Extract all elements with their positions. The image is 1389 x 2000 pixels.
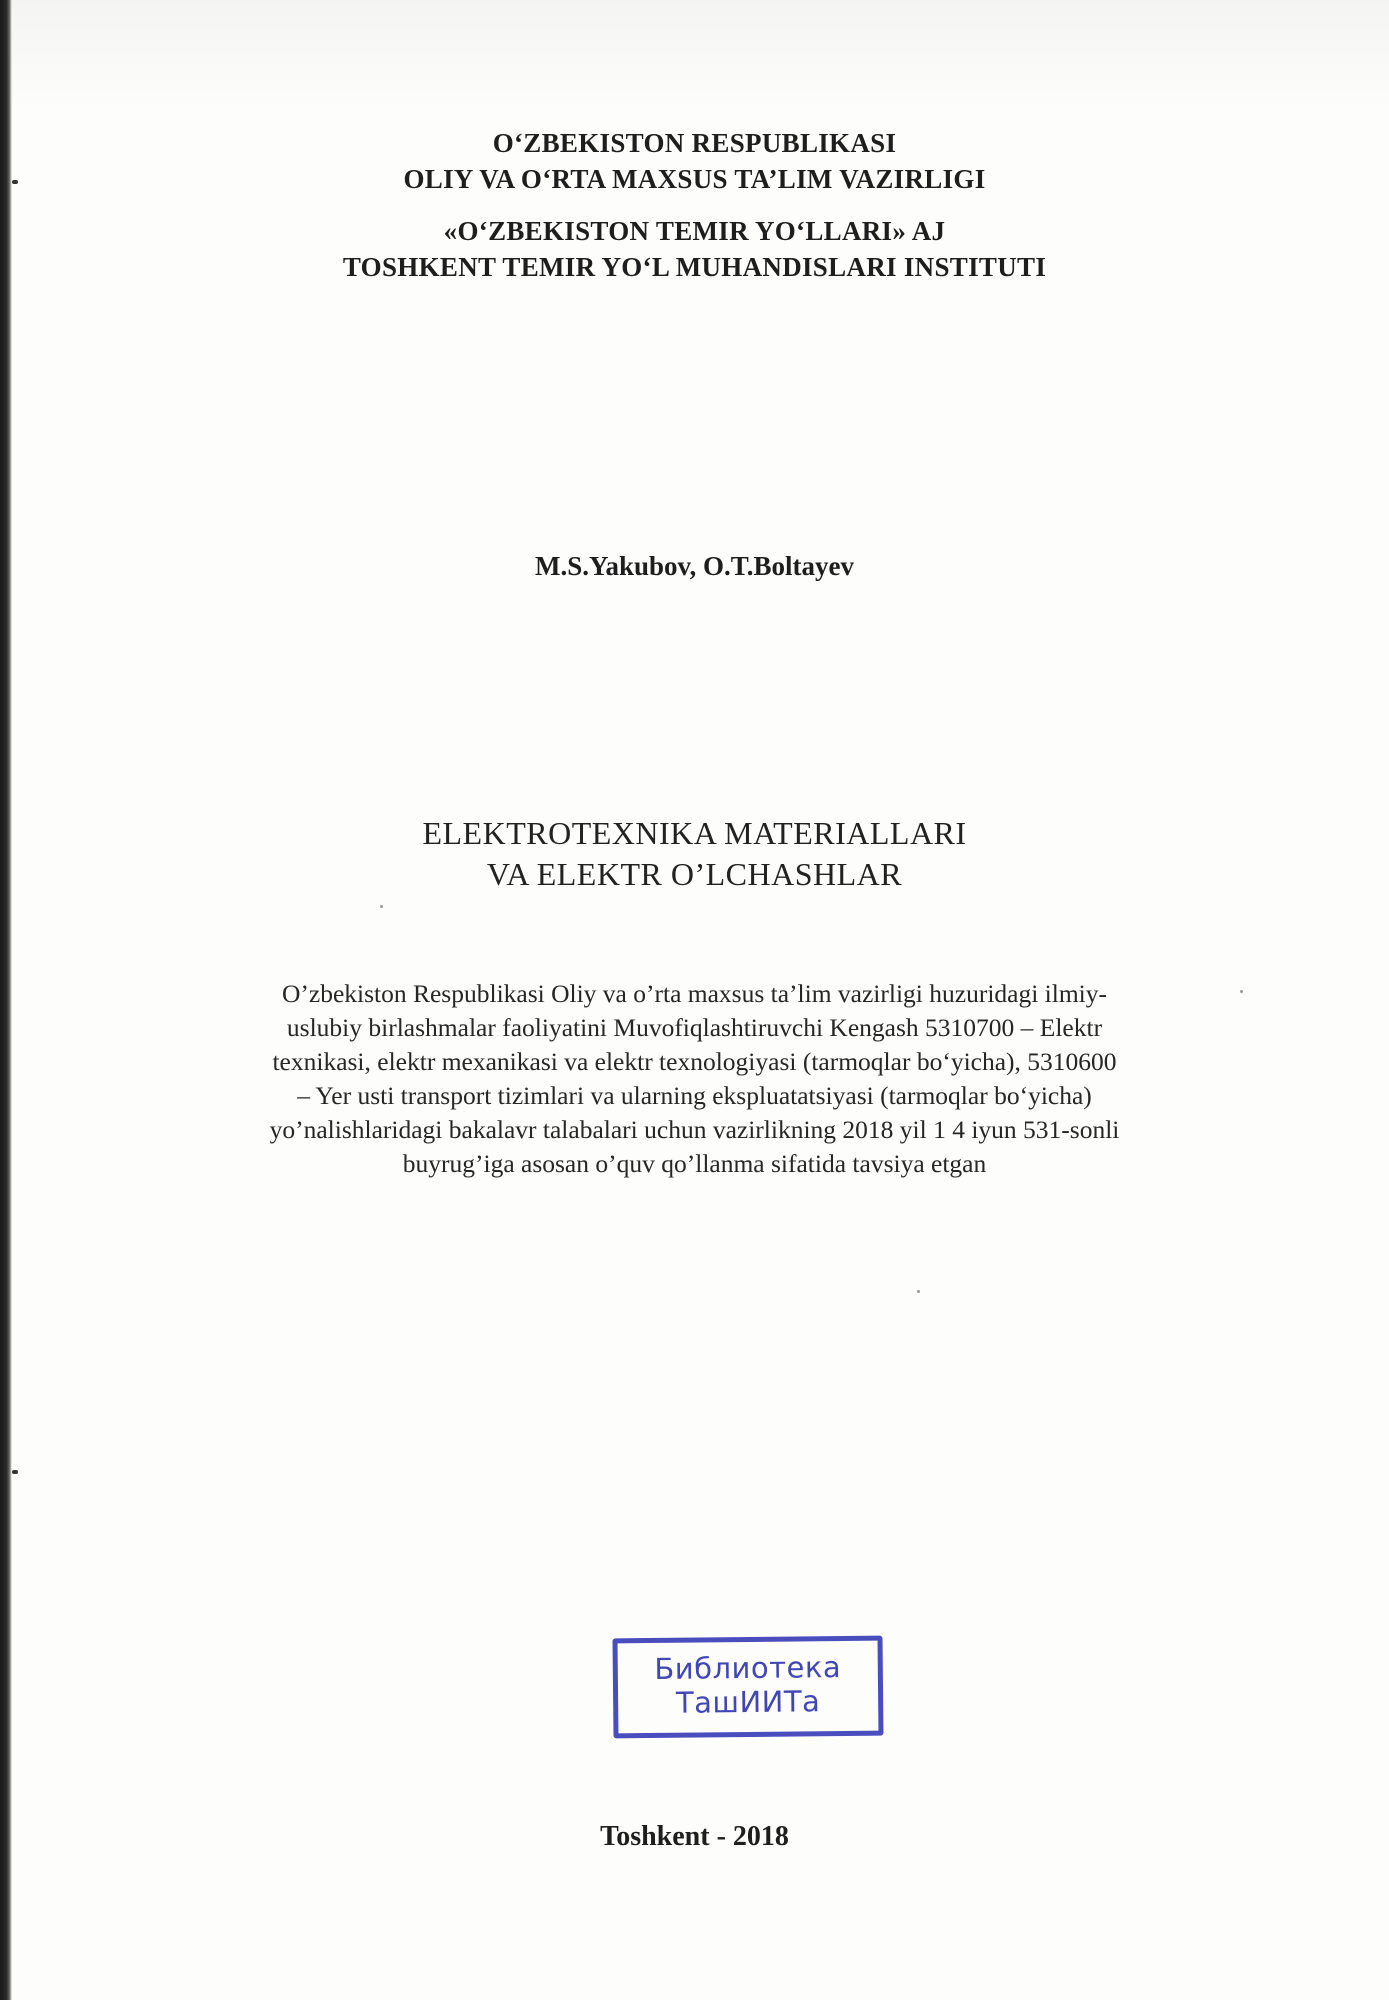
library-stamp xyxy=(612,1636,883,1739)
description-line-5: yo’nalishlaridagi bakalavr talabalari uchun vazirlikning 2018 yil 1 4 iyun 531-sonli xyxy=(269,1115,1120,1144)
place-and-year: Toshkent - 2018 xyxy=(600,1821,789,1852)
stamp-line-1: Библиотека xyxy=(654,1650,842,1686)
scan-dust xyxy=(1240,990,1243,993)
scan-dust xyxy=(380,905,383,908)
header-ministry-name: OLIY VA O‘RTA MAXSUS TA’LIM VAZIRLIGI xyxy=(403,164,986,194)
header-ministry-country: O‘ZBEKISTON RESPUBLIKASI xyxy=(492,128,897,158)
scan-speck xyxy=(12,1470,18,1474)
authors: M.S.Yakubov, O.T.Boltayev xyxy=(534,551,855,581)
header-company: «O‘ZBEKISTON TEMIR YO‘LLARI» AJ xyxy=(443,216,946,246)
description-line-4: – Yer usti transport tizimlari va ularning ekspluatatsiyasi (tarmoqlar bo‘yicha) xyxy=(297,1081,1092,1110)
header-spacer xyxy=(0,197,1389,213)
binding-edge xyxy=(0,0,12,2000)
approval-description xyxy=(110,977,1279,1181)
book-title xyxy=(0,813,1389,895)
description-line-1: O’zbekiston Respublikasi Oliy va o’rta maxsus ta’lim vazirligi huzuridagi ilmiy- xyxy=(281,979,1108,1008)
scan-shading xyxy=(12,0,1389,110)
stamp-line-2: ТашИИТа xyxy=(675,1684,821,1720)
header-institute: TOSHKENT TEMIR YO‘L MUHANDISLARI INSTITUTI xyxy=(342,252,1047,282)
book-title-line-2: VA ELEKTR O’LCHASHLAR xyxy=(486,856,903,892)
institution-header xyxy=(0,125,1389,285)
scan-dust xyxy=(917,1290,920,1293)
description-line-3: texnikasi, elektr mexanikasi va elektr texnologiyasi (tarmoqlar bo‘yicha), 5310600 xyxy=(272,1047,1117,1076)
description-line-2: uslubiy birlashmalar faoliyatini Muvofiqlashtiruvchi Kengash 5310700 – Elektr xyxy=(286,1013,1103,1042)
description-line-6: buyrug’iga asosan o’quv qo’llanma sifatida tavsiya etgan xyxy=(402,1149,987,1178)
book-title-line-1: ELEKTROTEXNIKA MATERIALLARI xyxy=(422,815,967,851)
